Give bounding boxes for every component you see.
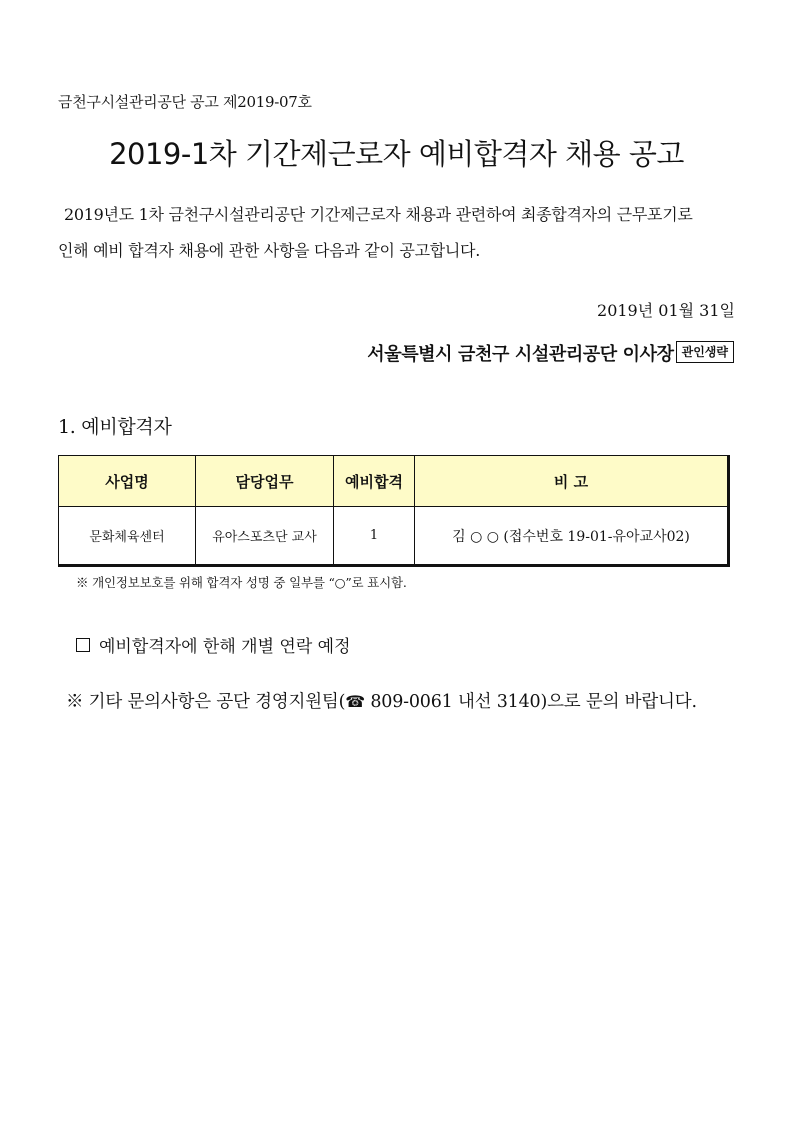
issuer-name: 서울특별시 금천구 시설관리공단 이사장 bbox=[367, 344, 674, 365]
column-header-remarks: 비 고 bbox=[415, 456, 729, 507]
cell-remarks: 김 ○ ○ (접수번호 19-01-유아교사02) bbox=[415, 507, 729, 566]
issuer-block bbox=[367, 340, 734, 366]
cell-count: 1 bbox=[334, 507, 415, 566]
column-header-count: 예비합격 bbox=[334, 456, 415, 507]
candidates-table bbox=[58, 455, 730, 567]
body-line-1: 2019년도 1차 금천구시설관리공단 기간제근로자 채용과 관련하여 최종합격자의 근무포기로 bbox=[64, 205, 693, 224]
phone-icon: ☎ bbox=[345, 692, 365, 711]
section-title: 1. 예비합격자 bbox=[58, 416, 172, 438]
announcement-body bbox=[58, 197, 748, 269]
cell-program: 문화체육센터 bbox=[59, 507, 196, 566]
page-title: 2019-1차 기간제근로자 예비합격자 채용 공고 bbox=[109, 137, 684, 171]
column-header-program: 사업명 bbox=[59, 456, 196, 507]
inquiry-suffix: 809-0061 내선 3140)으로 문의 바랍니다. bbox=[364, 692, 697, 712]
table-row bbox=[59, 507, 729, 566]
contact-note: 예비합격자에 한해 개별 연락 예정 bbox=[99, 637, 351, 657]
contact-note-row bbox=[76, 632, 351, 657]
seal-stamp: 관인생략 bbox=[676, 341, 734, 363]
inquiry-prefix: ※ 기타 문의사항은 공단 경영지원팀( bbox=[66, 692, 346, 712]
column-header-duty: 담당업무 bbox=[196, 456, 334, 507]
cell-duty: 유아스포츠단 교사 bbox=[196, 507, 334, 566]
body-line-2: 인해 예비 합격자 채용에 관한 사항을 다음과 같이 공고합니다. bbox=[58, 241, 480, 260]
announcement-date: 2019년 01월 31일 bbox=[597, 301, 735, 320]
table-header-row bbox=[59, 456, 729, 507]
notice-number: 금천구시설관리공단 공고 제2019-07호 bbox=[58, 93, 312, 111]
checkbox-icon bbox=[76, 638, 90, 652]
inquiry-note bbox=[66, 688, 697, 713]
privacy-note: ※ 개인정보보호를 위해 합격자 성명 중 일부를 “○”로 표시함. bbox=[76, 575, 407, 590]
